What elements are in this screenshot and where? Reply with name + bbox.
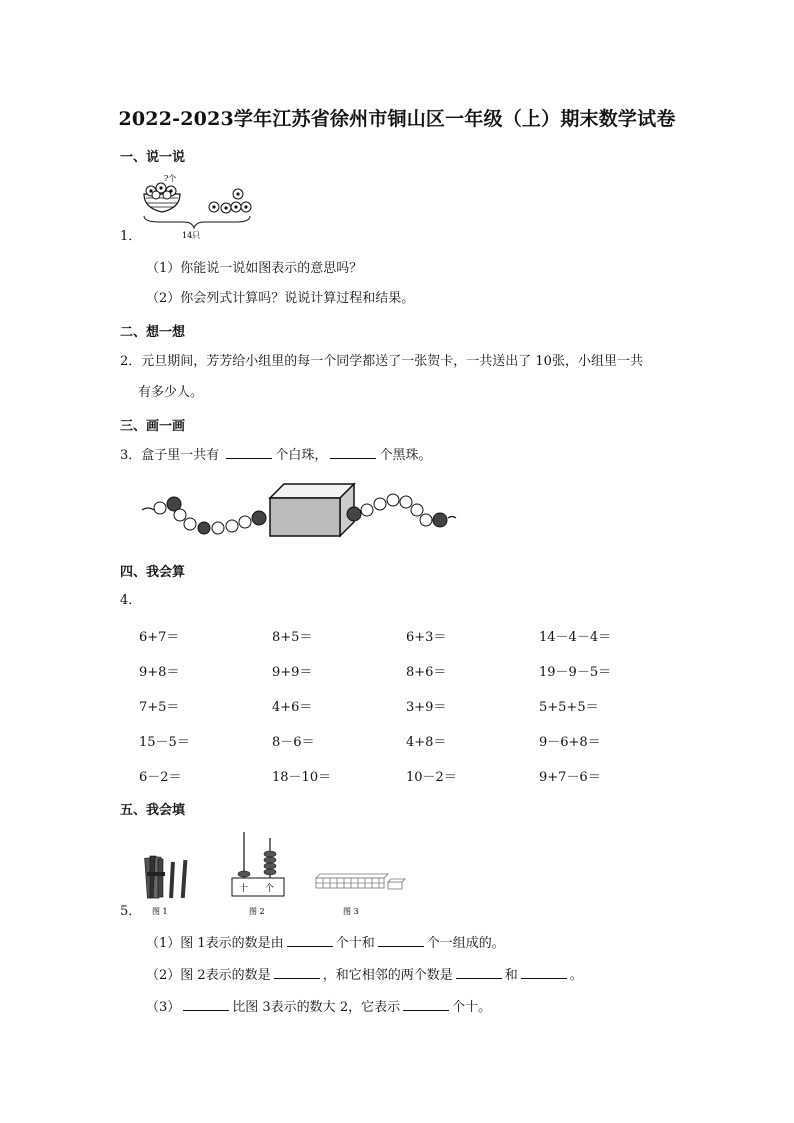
question-5-number: 5． [120,904,142,919]
q5-p1-text-a: （1）图 1表示的数是由 [146,936,284,951]
calc-item: 6+7＝ [139,630,180,645]
section-heading-5: 五、我会填 [120,803,186,818]
question-5-part-3 [146,998,491,1017]
answer-blank-tens[interactable] [287,934,333,947]
q5-p2-text-d: 。 [569,968,583,983]
q5-figures [138,828,413,920]
answer-blank-neighbor-2[interactable] [521,966,567,979]
question-5-part-1 [146,934,505,953]
section-heading-2: 二、想一想 [120,325,186,340]
q5-p1-text-c: 个一组成的。 [426,936,505,951]
section-heading-4: 四、我会算 [120,565,186,580]
section-heading-3: 三、画一画 [120,419,186,434]
calc-item: 15－5＝ [139,735,190,750]
right-bead-icons [347,494,447,527]
calc-item: 9+8＝ [139,665,180,680]
answer-blank-ones[interactable] [378,934,424,947]
abacus-ones-label: 个 [265,884,275,894]
calc-item: 3+9＝ [406,700,447,715]
calc-item: 9+7－6＝ [539,770,601,785]
question-2-line-1: 2．元旦期间，芳芳给小组里的每一个同学都送了一张贺卡，一共送出了 10张，小组里一共 [120,354,643,369]
figure-2-label: 图 2 [249,907,265,916]
box-icon [270,484,354,536]
bead-string-figure [138,478,468,548]
cube-row-icon [316,874,405,889]
calc-item: 14－4－4＝ [539,630,612,645]
question-5-part-2 [146,966,583,985]
calc-item: 6－2＝ [139,770,182,785]
question-1-number: 1． [120,229,142,244]
calc-item: 5+5+5＝ [539,700,599,715]
calc-item: 19－9－5＝ [539,665,612,680]
q5-p3-text-a: （3） [146,1000,181,1015]
calc-item: 4+8＝ [406,735,447,750]
calc-item: 9+9＝ [272,665,313,680]
answer-blank-number[interactable] [183,998,229,1011]
loose-ball-icons [209,189,251,213]
brace-icon [144,216,250,228]
question-2-line-2: 有多少人。 [138,385,204,400]
question-4-number: 4． [120,593,142,608]
question-1-part-1: （1）你能说一说如图表示的意思吗？ [146,261,363,276]
section-heading-1: 一、说一说 [120,150,186,165]
question-3-prefix: 3．盒子里一共有 [120,448,220,463]
q5-p1-text-b: 个十和 [335,936,375,951]
figure-3-label: 图 3 [343,907,359,916]
calc-item: 18－10＝ [272,770,332,785]
question-3-suffix: 个黑珠。 [379,448,432,463]
q5-p3-text-b: 比图 3表示的数大 2，它表示 [232,1000,401,1015]
calc-item: 8+6＝ [406,665,447,680]
calc-item: 8－6＝ [272,735,315,750]
calc-item: 7+5＝ [139,700,180,715]
figure-1-label: 图 1 [152,907,168,916]
question-3-mid: 个白珠， [275,448,328,463]
calc-item: 8+5＝ [272,630,313,645]
page-title: 2022-2023学年江苏省徐州市铜山区一年级（上）期末数学试卷 [118,108,676,130]
calc-item: 10－2＝ [406,770,457,785]
calc-item: 9－6+8＝ [539,735,601,750]
calc-item: 6+3＝ [406,630,447,645]
q5-p2-text-c: 和 [504,968,518,983]
q5-p2-text-b: ，和它相邻的两个数是 [322,968,453,983]
answer-blank-tens-count[interactable] [403,998,449,1011]
answer-blank-black-beads[interactable] [330,446,376,459]
question-3-text [120,446,431,465]
q1-figure-top-label: ?个 [164,174,177,183]
abacus-icon [232,832,284,896]
answer-blank-figure-2-number[interactable] [274,966,320,979]
left-bead-icons [154,497,266,534]
q1-figure-bottom-label: 14只 [182,231,201,240]
q5-p3-text-c: 个十。 [452,1000,492,1015]
answer-blank-white-beads[interactable] [226,446,272,459]
answer-blank-neighbor-1[interactable] [456,966,502,979]
stick-bundle-icon [145,856,165,898]
q1-figure [140,172,260,244]
calc-item: 4+6＝ [272,700,313,715]
q5-p2-text-a: （2）图 2表示的数是 [146,968,271,983]
single-stick-icons [169,860,187,898]
question-1-part-2: （2）你会列式计算吗？说说计算过程和结果。 [146,291,415,306]
abacus-tens-label: 十 [239,884,249,894]
